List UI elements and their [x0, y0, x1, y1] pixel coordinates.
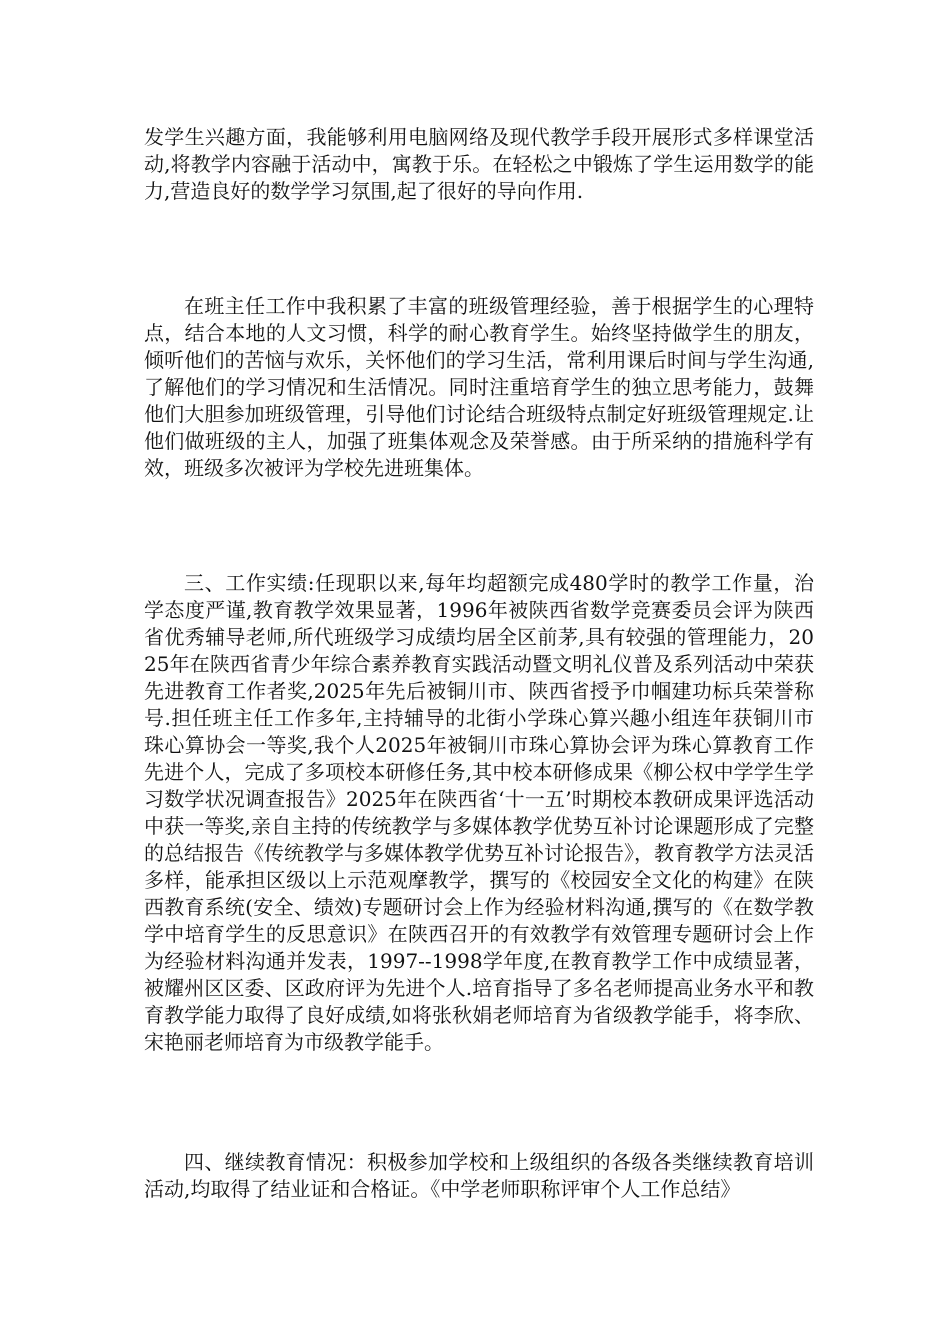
paragraph-work-achievements: 三、工作实绩:任现职以来,每年均超额完成480学时的教学工作量，治学态度严谨,教育教学效果显著，1996年被陕西省数学竞赛委员会评为陕西省优秀辅导老师,所代班级学习成绩均居全区前茅,具有较强的管理能力，2025年在陕西省青少年综合素养教育实践活动暨文明礼仪普及系列活动中荣获先进教育工作者奖,2025年先后被铜川市、陕西省授予巾帼建功标兵荣誉称号.担任班主任工作多年,主持辅导的北街小学珠心算兴趣小组连年获铜川市珠心算协会一等奖,我个人2025年被铜川市珠心算协会评为珠心算教育工作先进个人，完成了多项校本研修任务,其中校本研修成果《柳公权中学学生学习数学状况调查报告》2025年在陕西省‘十一五’时期校本教研成果评选活动中获一等奖,亲自主持的传统教学与多媒体教学优势互补讨论课题形成了完整的总结报告《传统教学与多媒体教学优势互补讨论报告》，教育教学方法灵活多样，能承担区级以上示范观摩教学，撰写的《校园安全文化的构建》在陕西教育系统(安全、绩效)专题研讨会上作为经验材料沟通,撰写的《在数学教学中培育学生的反思意识》在陕西召开的有效教学有效管理专题研讨会上作为经验材料沟通并发表，1997--1998学年度,在教育教学工作中成绩显著，被耀州区区委、区政府评为先进个人.培育指导了多名老师提高业务水平和教育教学能力取得了良好成绩,如将张秋娟老师培育为省级教学能手，将李欣、宋艳丽老师培育为市级教学能手。 — [144, 571, 814, 1054]
paragraph-class-management: 在班主任工作中我积累了丰富的班级管理经验，善于根据学生的心理特点，结合本地的人文习惯，科学的耐心教育学生。始终坚持做学生的朋友，倾听他们的苦恼与欢乐，关怀他们的学习生活，常利用课后时间与学生沟通,了解他们的学习情况和生活情况。同时注重培育学生的独立思考能力，鼓舞他们大胆参加班级管理，引导他们讨论结合班级特点制定好班级管理规定.让他们做班级的主人，加强了班集体观念及荣誉感。由于所采纳的措施科学有效，班级多次被评为学校先进班集体。 — [144, 294, 814, 480]
paragraph-teaching-interest: 发学生兴趣方面，我能够利用电脑网络及现代教学手段开展形式多样课堂活动,将教学内容融于活动中，寓教于乐。在轻松之中锻炼了学生运用数学的能力,营造良好的数学学习氛围,起了很好的导向作用. — [144, 125, 814, 203]
paragraph-continuing-education: 四、继续教育情况：积极参加学校和上级组织的各级各类继续教育培训活动,均取得了结业证和合格证。《中学老师职称评审个人工作总结》 — [144, 1150, 814, 1201]
